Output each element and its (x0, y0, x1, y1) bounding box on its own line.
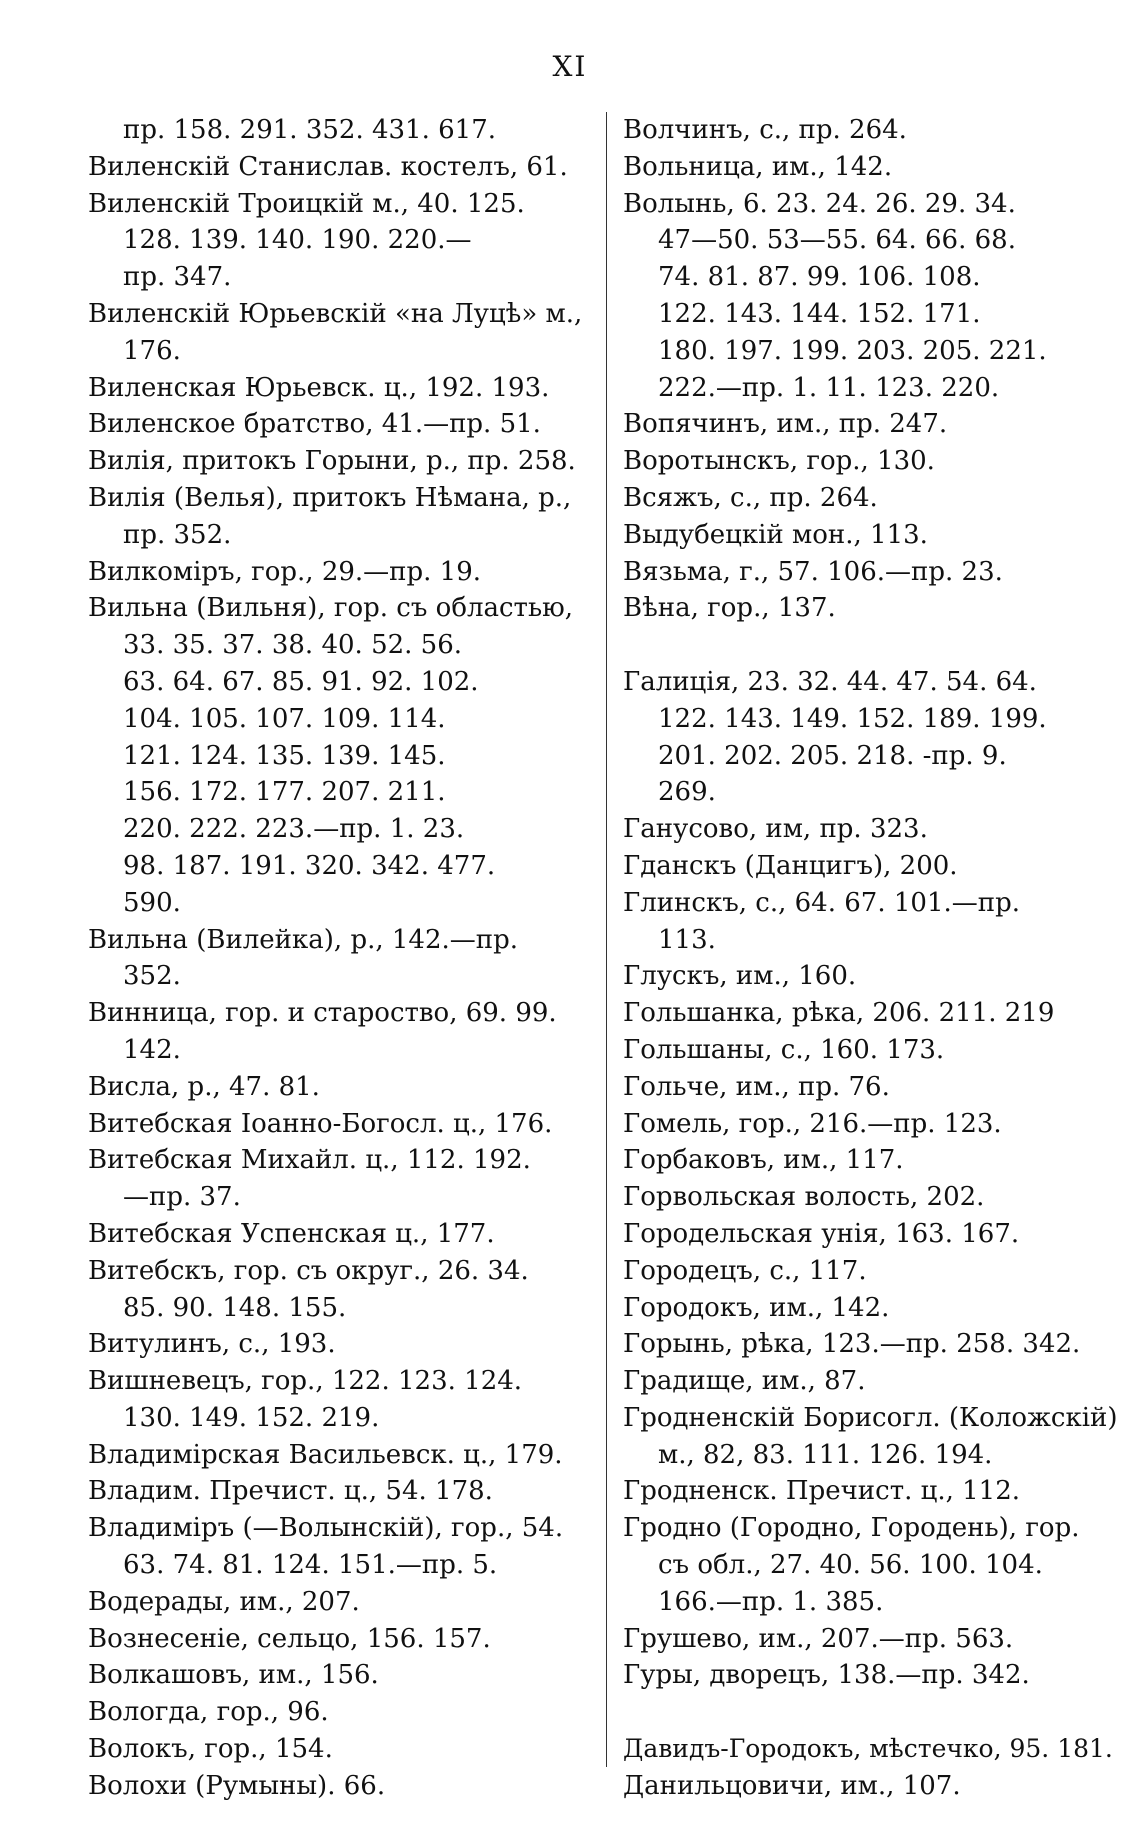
index-entry-continuation: 33. 35. 37. 38. 40. 52. 56. (123, 630, 463, 661)
index-entry: Воротынскъ, гор., 130. (623, 446, 935, 477)
index-entry-continuation: 176. (123, 335, 181, 366)
index-column-right (623, 112, 1120, 1805)
index-entry: Горвольская волость, 202. (623, 1182, 985, 1213)
index-entry-continuation: 122. 143. 144. 152. 171. (658, 298, 981, 329)
page-number: XI (552, 50, 588, 83)
index-entry-continuation: 220. 222. 223.—пр. 1. 23. (123, 814, 465, 845)
index-entry: Вязьма, г., 57. 106.—пр. 23. (623, 556, 1003, 587)
index-entry: Ганусово, им, пр. 323. (623, 814, 928, 845)
index-entry: Висла, р., 47. 81. (88, 1071, 320, 1102)
index-entry: Вознесеніе, сельцо, 156. 157. (88, 1623, 491, 1654)
index-entry-continuation: 63. 64. 67. 85. 91. 92. 102. (123, 666, 479, 697)
index-entry: Виленскій Троицкій м., 40. 125. (88, 188, 525, 219)
index-entry: Волохи (Румыны). 66. (88, 1770, 386, 1801)
index-entry: Виленское братство, 41.—пр. 51. (88, 409, 541, 440)
index-entry-continuation: 74. 81. 87. 99. 106. 108. (658, 262, 981, 293)
index-entry: Водерады, им., 207. (88, 1586, 360, 1617)
index-entry: Горынь, рѣка, 123.—пр. 258. 342. (623, 1329, 1081, 1360)
index-entry-continuation: 98. 187. 191. 320. 342. 477. (123, 850, 496, 881)
index-entry-continuation: м., 82, 83. 111. 126. 194. (658, 1439, 993, 1470)
index-entry: Витебская Михайл. ц., 112. 192. (88, 1145, 531, 1176)
index-entry-continuation: съ обл., 27. 40. 56. 100. 104. (658, 1550, 1043, 1581)
index-entry: Гуры, дворецъ, 138.—пр. 342. (623, 1660, 1030, 1691)
section-gap (623, 1694, 1120, 1731)
index-entry-continuation: 222.—пр. 1. 11. 123. 220. (658, 372, 1000, 403)
index-entry: Волчинъ, с., пр. 264. (623, 115, 907, 145)
index-entry-continuation: 590. (123, 887, 181, 918)
index-entry: Данильцовичи, им., 107. (623, 1770, 961, 1801)
index-entry: Всяжъ, с., пр. 264. (623, 482, 878, 513)
index-entry-continuation: 113. (658, 924, 716, 955)
index-entry-continuation: 130. 149. 152. 219. (123, 1402, 380, 1433)
index-entry: Гольшанка, рѣка, 206. 211. 219 (623, 998, 1055, 1029)
index-entry: Владимірская Васильевск. ц., 179. (88, 1439, 563, 1470)
index-entry-continuation: 104. 105. 107. 109. 114. (123, 703, 446, 734)
index-entry: Градище, им., 87. (623, 1366, 866, 1397)
index-entry: Витулинъ, с., 193. (88, 1329, 336, 1360)
index-entry: Гольшаны, с., 160. 173. (623, 1034, 945, 1065)
index-entry: Вологда, гор., 96. (88, 1697, 329, 1728)
index-entry-continuation: 121. 124. 135. 139. 145. (123, 740, 446, 771)
index-entry: Владиміръ (—Волынскій), гор., 54. (88, 1513, 564, 1544)
index-entry-continuation: 166.—пр. 1. 385. (658, 1586, 884, 1617)
index-entry: Вильна (Вилейка), р., 142.—пр. (88, 924, 519, 955)
index-entry-continuation: 352. (123, 961, 181, 992)
index-entry: Виленскій Станислав. костелъ, 61. (88, 151, 568, 182)
index-entry: Вильна (Вильня), гор. съ областью, (88, 593, 573, 624)
index-entry-continuation: —пр. 37. (123, 1182, 241, 1213)
index-entry-continuation: 63. 74. 81. 124. 151.—пр. 5. (123, 1550, 498, 1581)
index-entry: Гродненск. Пречист. ц., 112. (623, 1476, 1021, 1507)
index-entry: Витебскъ, гор. съ округ., 26. 34. (88, 1255, 529, 1286)
index-entry: Гомель, гор., 216.—пр. 123. (623, 1108, 1002, 1139)
index-entry-continuation: 142. (123, 1034, 181, 1065)
index-entry: Гродненскій Борисогл. (Коложскій) (623, 1402, 1118, 1433)
index-column-left (88, 112, 582, 1805)
index-entry-continuation: 156. 172. 177. 207. 211. (123, 777, 446, 808)
index-entry-continuation: пр. 158. 291. 352. 431. 617. (123, 115, 497, 145)
index-entry: Давидъ-Городокъ, мѣстечко, 95. 181. (623, 1734, 1113, 1764)
index-entry: Горбаковъ, им., 117. (623, 1145, 904, 1176)
index-entry: Волокъ, гор., 154. (88, 1734, 333, 1765)
index-entry: Вишневецъ, гор., 122. 123. 124. (88, 1366, 523, 1397)
index-entry-continuation: 128. 139. 140. 190. 220.— (123, 225, 472, 256)
index-entry-continuation: пр. 347. (123, 262, 232, 293)
index-entry-continuation: 180. 197. 199. 203. 205. 221. (658, 335, 1047, 366)
index-entry: Витебская Успенская ц., 177. (88, 1218, 495, 1249)
index-entry: Виленская Юрьевск. ц., 192. 193. (88, 372, 550, 403)
index-entry: Гродно (Городно, Городень), гор. (623, 1513, 1080, 1544)
index-entry: Вольница, им., 142. (623, 151, 893, 182)
index-entry: Галиція, 23. 32. 44. 47. 54. 64. (623, 666, 1037, 697)
index-entry: Гольче, им., пр. 76. (623, 1071, 890, 1102)
index-entry: Вѣна, гор., 137. (623, 593, 836, 624)
index-entry: Владим. Пречист. ц., 54. 178. (88, 1476, 493, 1507)
index-entry: Волынь, 6. 23. 24. 26. 29. 34. (623, 188, 1016, 219)
index-entry: Вилія, притокъ Горыни, р., пр. 258. (88, 446, 576, 477)
index-entry: Глускъ, им., 160. (623, 961, 857, 992)
index-entry-continuation: 85. 90. 148. 155. (123, 1292, 347, 1323)
index-entry-continuation: 122. 143. 149. 152. 189. 199. (658, 703, 1047, 734)
index-entry: Волкашовъ, им., 156. (88, 1660, 379, 1691)
index-entry: Грушево, им., 207.—пр. 563. (623, 1623, 1014, 1654)
index-entry: Виленскій Юрьевскій «на Луцѣ» м., (88, 298, 583, 329)
index-entry: Выдубецкій мон., 113. (623, 519, 928, 550)
index-entry: Глинскъ, с., 64. 67. 101.—пр. (623, 887, 1020, 918)
index-entry-continuation: 47—50. 53—55. 64. 66. 68. (658, 225, 1016, 256)
section-gap (623, 627, 1120, 664)
index-entry: Вилкоміръ, гор., 29.—пр. 19. (88, 556, 482, 587)
index-entry: Вилія (Велья), притокъ Нѣмана, р., (88, 482, 572, 513)
index-entry-continuation: 201. 202. 205. 218. -пр. 9. (658, 740, 1007, 771)
index-entry: Городокъ, им., 142. (623, 1292, 890, 1323)
index-entry: Вопячинъ, им., пр. 247. (623, 409, 948, 440)
index-entry-continuation: пр. 352. (123, 519, 232, 550)
index-entry-continuation: 269. (658, 777, 716, 808)
index-entry: Городельская унія, 163. 167. (623, 1218, 1020, 1249)
index-entry: Городецъ, с., 117. (623, 1255, 867, 1286)
index-entry: Витебская Іоанно-Богосл. ц., 176. (88, 1108, 553, 1139)
index-entry: Винница, гор. и староство, 69. 99. (88, 998, 557, 1029)
index-entry: Гданскъ (Данцигъ), 200. (623, 850, 958, 881)
column-divider (606, 112, 607, 1767)
